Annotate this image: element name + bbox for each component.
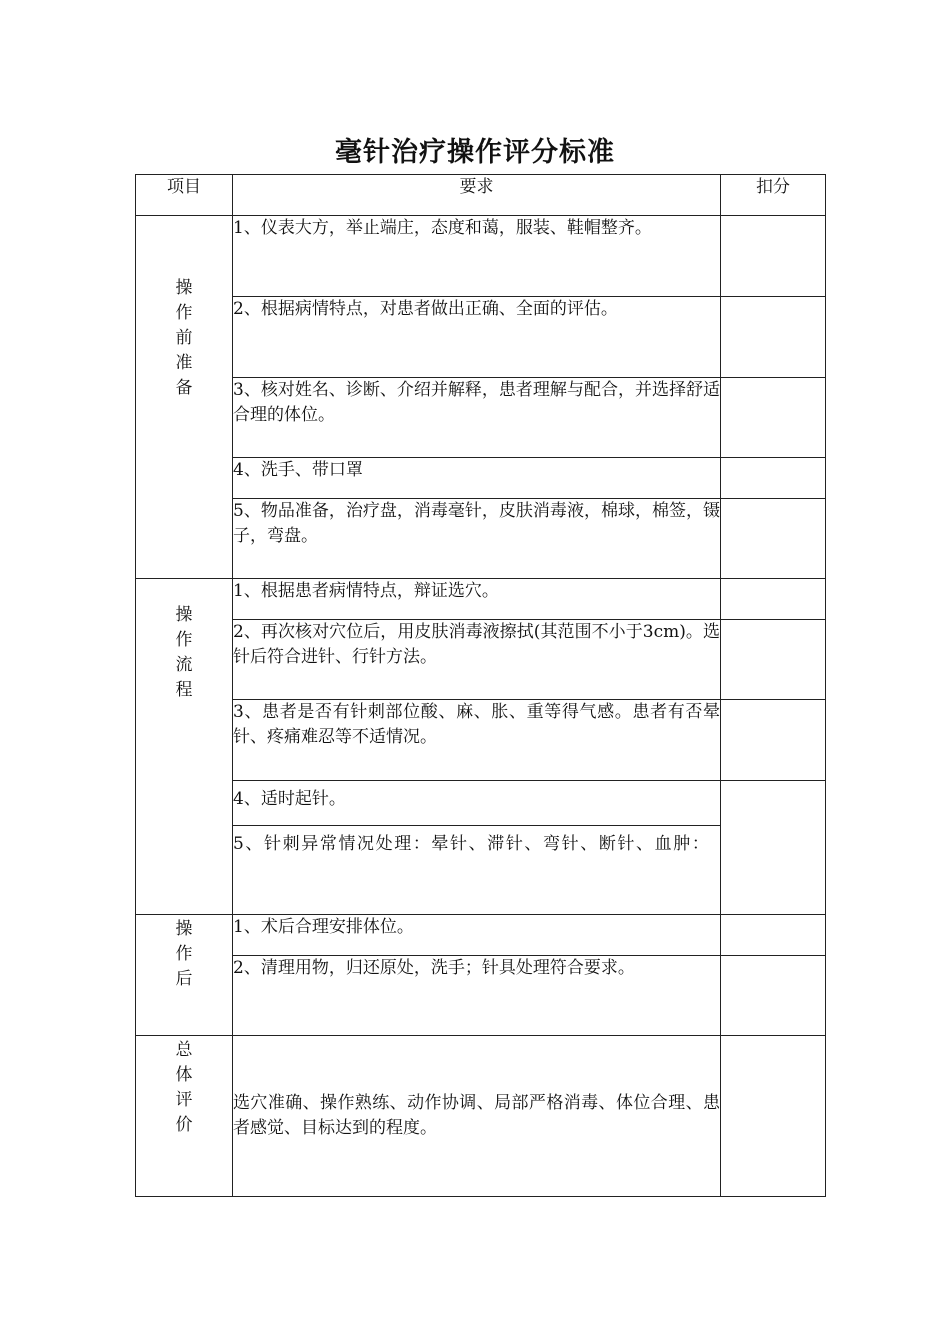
header-deduction: 扣分 [721,175,826,216]
table-row [136,915,826,956]
deduction-cell[interactable] [721,620,826,700]
deduction-cell[interactable] [721,700,826,781]
requirement-cell: 5、针刺异常情况处理：晕针、滞针、弯针、断针、血肿： [233,826,721,915]
requirement-cell: 4、洗手、带口罩 [233,458,721,499]
table-row [136,781,826,826]
deduction-cell[interactable] [721,216,826,297]
table-row [136,378,826,458]
requirement-cell: 3、核对姓名、诊断、介绍并解释，患者理解与配合，并选择舒适合理的体位。 [233,378,721,458]
table-row [136,458,826,499]
requirement-cell: 3、患者是否有针刺部位酸、麻、胀、重等得气感。患者有否晕针、疼痛难忍等不适情况。 [233,700,721,781]
table-row [136,700,826,781]
requirement-cell: 1、术后合理安排体位。 [233,915,721,956]
requirement-cell: 1、仪表大方，举止端庄，态度和蔼，服装、鞋帽整齐。 [233,216,721,297]
category-pre-operation: 操作前准备 [136,216,233,579]
deduction-cell[interactable] [721,956,826,1036]
requirement-cell: 2、再次核对穴位后，用皮肤消毒液擦拭(其范围不小于3cm)。选针后符合进针、行针方法。 [233,620,721,700]
category-operation-process: 操作流程 [136,579,233,915]
table-row [136,216,826,297]
table-row [136,499,826,579]
table-row [136,1036,826,1197]
requirement-cell: 2、清理用物，归还原处，洗手；针具处理符合要求。 [233,956,721,1036]
category-overall-evaluation: 总体评价 [136,1036,233,1197]
header-item: 项目 [136,175,233,216]
category-post-operation: 操作后 [136,915,233,1036]
table-row [136,297,826,378]
deduction-cell[interactable] [721,781,826,915]
table-row [136,956,826,1036]
requirement-cell: 2、根据病情特点，对患者做出正确、全面的评估。 [233,297,721,378]
table-row [136,620,826,700]
table-header-row [136,175,826,216]
deduction-cell[interactable] [721,579,826,620]
requirement-cell: 5、物品准备，治疗盘，消毒毫针，皮肤消毒液，棉球，棉签，镊子，弯盘。 [233,499,721,579]
table-row [136,579,826,620]
deduction-cell[interactable] [721,458,826,499]
deduction-cell[interactable] [721,297,826,378]
scoring-table [135,174,826,1197]
deduction-cell[interactable] [721,1036,826,1197]
deduction-cell[interactable] [721,915,826,956]
requirement-cell: 选穴准确、操作熟练、动作协调、局部严格消毒、体位合理、患者感觉、目标达到的程度。 [233,1036,721,1197]
page-title: 毫针治疗操作评分标准 [335,137,615,168]
deduction-cell[interactable] [721,499,826,579]
requirement-cell: 4、适时起针。 [233,781,721,826]
header-requirement: 要求 [233,175,721,216]
requirement-cell: 1、根据患者病情特点，辩证选穴。 [233,579,721,620]
deduction-cell[interactable] [721,378,826,458]
